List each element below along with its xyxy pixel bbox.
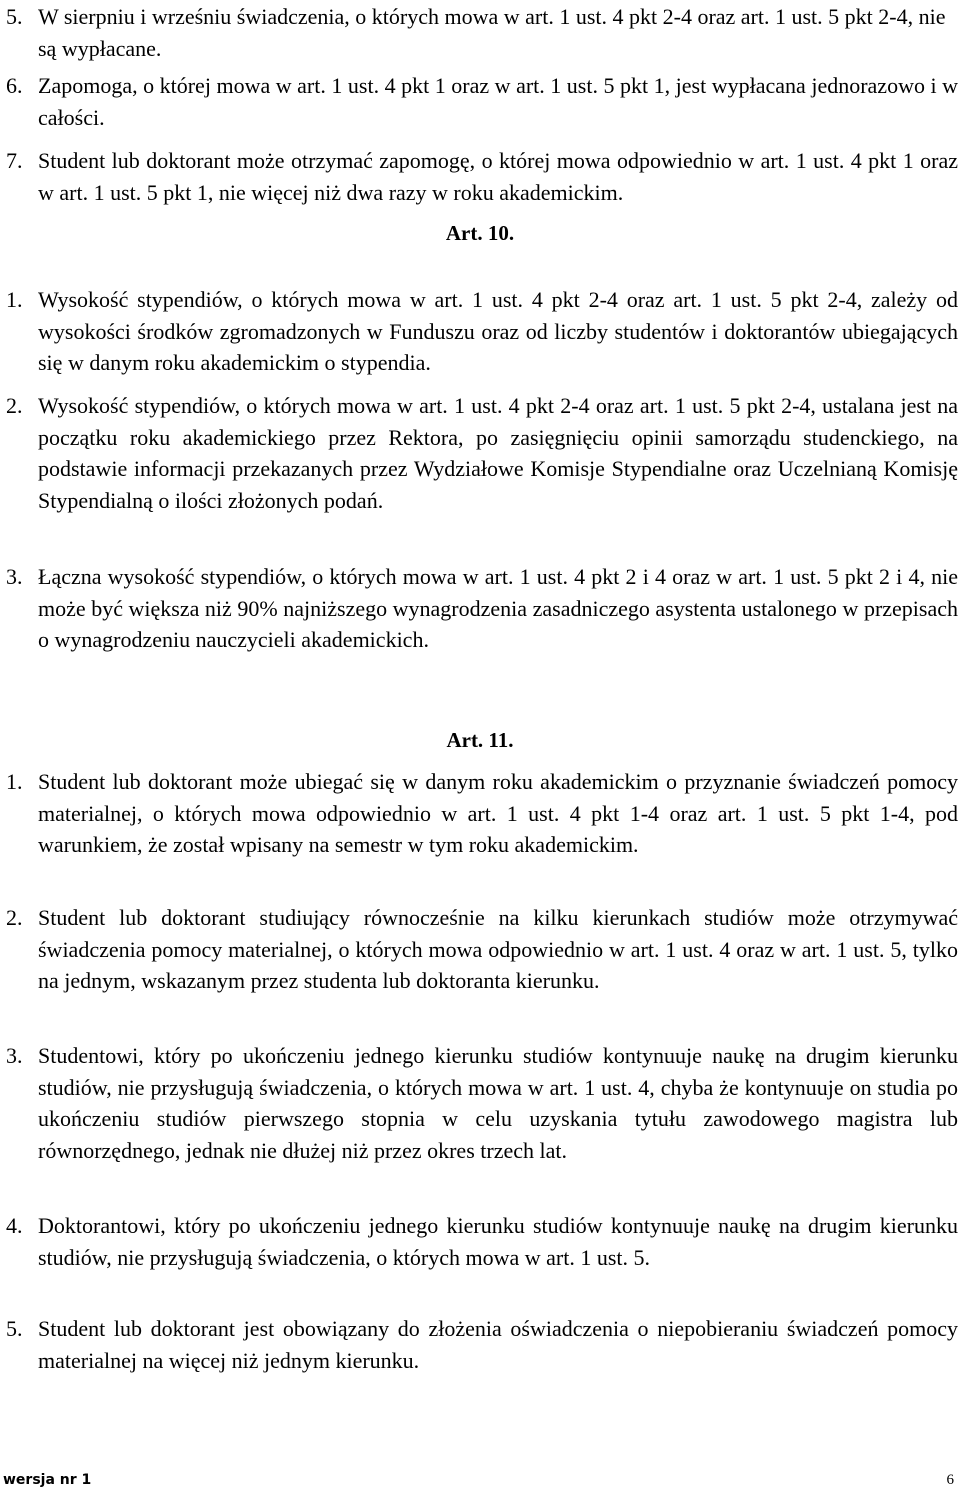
item-text: Zapomoga, o której mowa w art. 1 ust. 4 pkt 1 oraz w art. 1 ust. 5 pkt 1, jest wypłacana jednorazowo i w całości.	[38, 73, 958, 130]
item-number: 1.	[6, 769, 23, 794]
article-heading: Art. 11.	[446, 728, 514, 752]
item-text: Łączna wysokość stypendiów, o których mowa w art. 1 ust. 4 pkt 2 i 4 oraz w art. 1 ust. 5 pkt 2 i 4, nie może być większa niż 90% najniższego wynagrodzenia zasadniczego asystenta ustalonego w przepisach o wynagrodzeniu nauczycieli akademickich.	[38, 564, 958, 652]
item-number: 6.	[6, 73, 23, 98]
list-item	[6, 1040, 958, 1166]
item-text: Studentowi, który po ukończeniu jednego kierunku studiów kontynuuje naukę na drugim kierunku studiów, nie przysługują świadczenia, o których mowa w art. 1 ust. 4, chyba że kontynuuje on studia po ukończeniu studiów pierwszego stopnia w celu uzyskania tytułu zawodowego magistra lub równorzędnego, jednak nie dłużej niż przez okres trzech lat.	[38, 1043, 958, 1163]
item-number: 5.	[6, 4, 23, 29]
list-item	[6, 390, 958, 516]
article-heading: Art. 10.	[445, 221, 515, 245]
list-item	[6, 284, 958, 379]
list-item	[6, 70, 958, 133]
item-number: 3.	[6, 564, 23, 589]
version-label: wersja nr 1	[3, 1472, 92, 1488]
item-number: 2.	[6, 905, 23, 930]
item-number: 5.	[6, 1316, 23, 1341]
item-number: 3.	[6, 1043, 23, 1068]
list-item	[6, 1, 958, 64]
list-item	[6, 1210, 958, 1273]
list-item	[6, 766, 958, 861]
list-item	[6, 145, 958, 208]
item-text: W sierpniu i wrześniu świadczenia, o których mowa w art. 1 ust. 4 pkt 2-4 oraz art. 1 ust. 5 pkt 2-4, nie są wypłacane.	[38, 4, 946, 61]
list-item	[6, 561, 958, 656]
item-number: 2.	[6, 393, 23, 418]
item-number: 1.	[6, 287, 23, 312]
item-text: Student lub doktorant studiujący równocześnie na kilku kierunkach studiów może otrzymywać świadczenia pomocy materialnej, o których mowa odpowiednio w art. 1 ust. 4 oraz w art. 1 ust. 5, tylko na jednym, wskazanym przez studenta lub doktoranta kierunku.	[38, 905, 958, 993]
item-text: Wysokość stypendiów, o których mowa w art. 1 ust. 4 pkt 2-4 oraz art. 1 ust. 5 pkt 2-4, zależy od wysokości środków zgromadzonych w Funduszu oraz od liczby studentów i doktorantów ubiegających się w danym roku akademickim o stypendia.	[38, 287, 958, 375]
list-item	[6, 902, 958, 997]
item-text: Wysokość stypendiów, o których mowa w art. 1 ust. 4 pkt 2-4 oraz art. 1 ust. 5 pkt 2-4, ustalana jest na początku roku akademickiego przez Rektora, po zasięgnięciu opinii samorządu studenckiego, na podstawie informacji przekazanych przez Wydziałowe Komisje Stypendialne oraz Uczelnianą Komisję Stypendialną o ilości złożonych podań.	[38, 393, 958, 513]
item-text: Student lub doktorant jest obowiązany do złożenia oświadczenia o niepobieraniu świadczeń pomocy materialnej na więcej niż jednym kierunku.	[38, 1316, 958, 1373]
item-text: Doktorantowi, który po ukończeniu jednego kierunku studiów kontynuuje naukę na drugim kierunku studiów, nie przysługują świadczenia, o których mowa w art. 1 ust. 5.	[38, 1213, 958, 1270]
item-number: 4.	[6, 1213, 23, 1238]
item-text: Student lub doktorant może otrzymać zapomogę, o której mowa odpowiednio w art. 1 ust. 4 pkt 1 oraz w art. 1 ust. 5 pkt 1, nie więcej niż dwa razy w roku akademickim.	[38, 148, 958, 205]
page-number: 6	[946, 1472, 954, 1488]
item-text: Student lub doktorant może ubiegać się w danym roku akademickim o przyznanie świadczeń pomocy materialnej, o których mowa odpowiednio w art. 1 ust. 4 pkt 1-4 oraz art. 1 ust. 5 pkt 1-4, pod warunkiem, że został wpisany na semestr w tym roku akademickim.	[38, 769, 958, 857]
item-number: 7.	[6, 148, 23, 173]
list-item	[6, 1313, 958, 1376]
